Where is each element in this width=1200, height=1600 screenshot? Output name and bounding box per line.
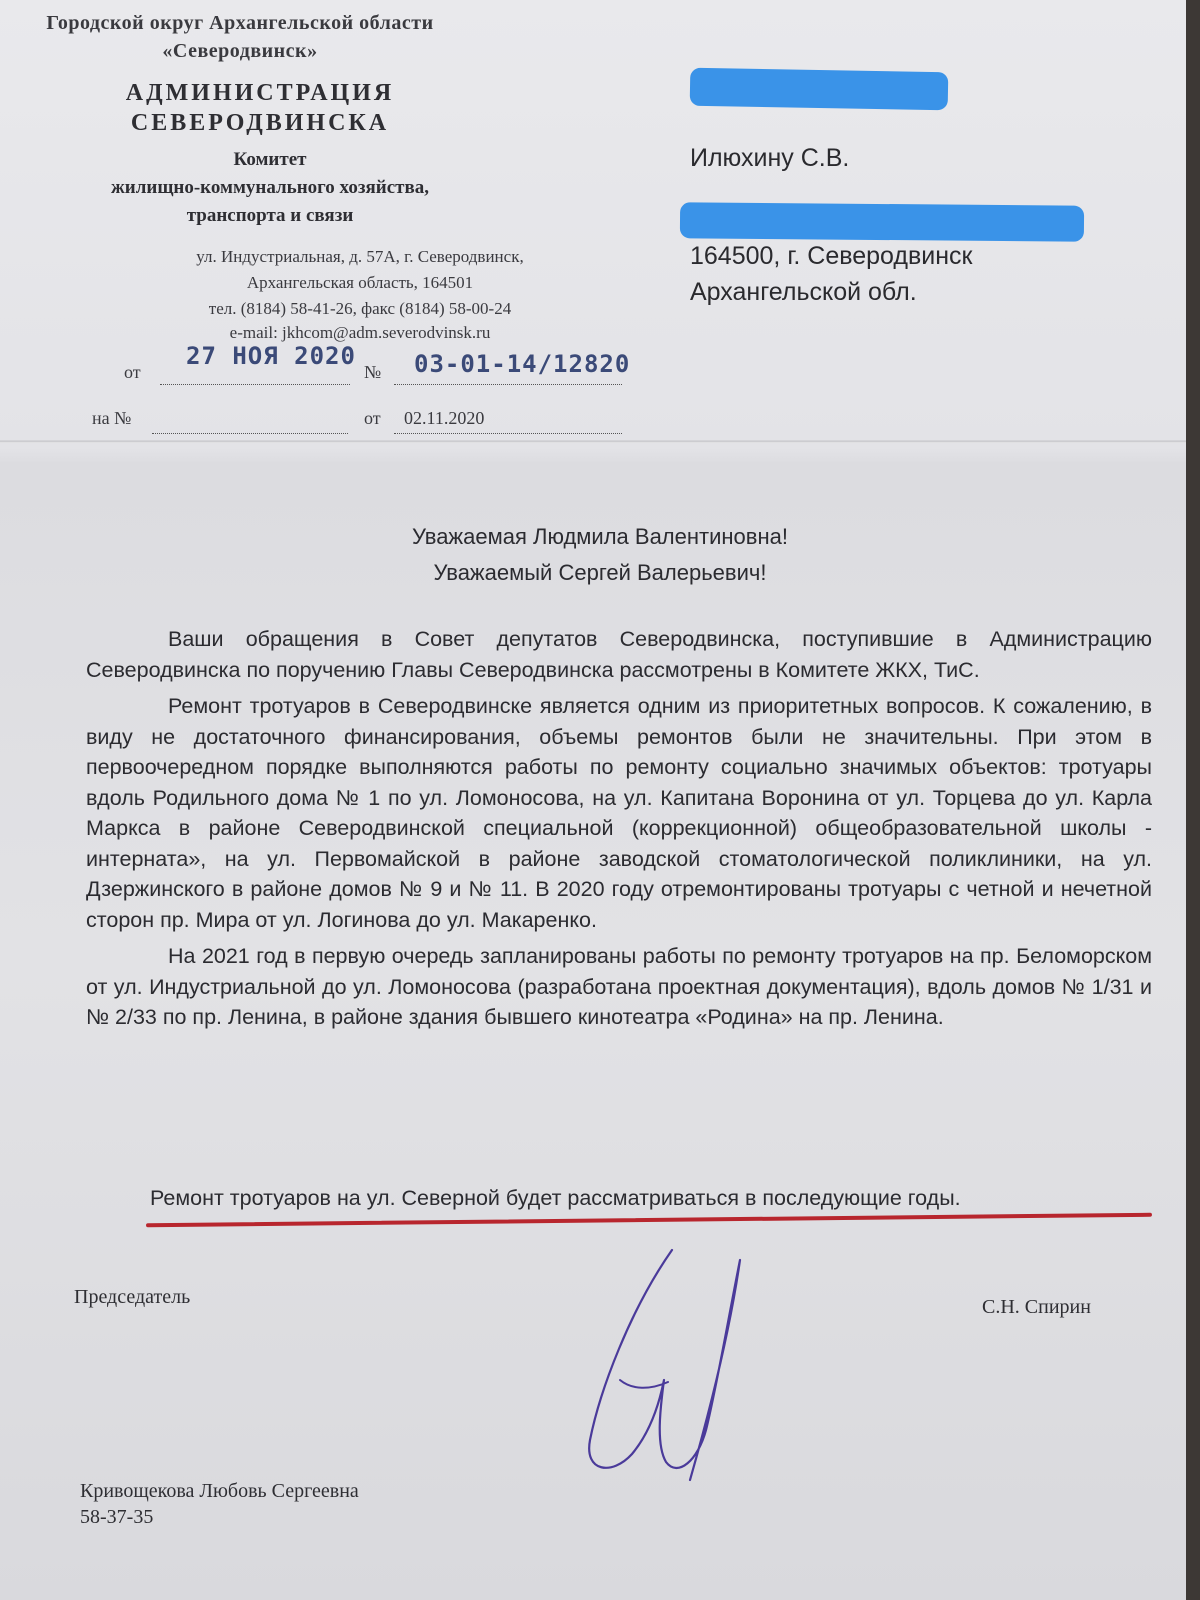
body-paragraph-1: Ваши обращения в Совет депутатов Северодвинска, поступившие в Администрацию Северодвинска по поручению Главы Северодвинска рассмотрены в Комитете ЖКХ, ТиС. (86, 627, 1152, 682)
number-label: № (364, 362, 382, 382)
handwritten-signature (560, 1240, 800, 1500)
komitet-line-1: Комитет (233, 149, 307, 170)
executor-phone: 58-37-35 (80, 1506, 154, 1528)
greeting-2: Уважаемый Сергей Валерьевич! (433, 560, 767, 585)
admin-title-line-2: СЕВЕРОДВИНСКА (130, 110, 390, 136)
reply-date-field-line (394, 432, 622, 434)
recipient-name: Илюхину С.В. (690, 144, 850, 172)
address-line-1: ул. Индустриальная, д. 57А, г. Северодвинск, (196, 247, 524, 266)
paper-fold (0, 440, 1186, 443)
redaction-mark-1 (690, 68, 949, 110)
number-field-line (394, 383, 622, 385)
body-paragraph-3: На 2021 год в первую очередь запланированы работы по ремонту тротуаров на пр. Беломорском от ул. Индустриальной до ул. Ломоносова (разработана проектная документация), вдоль домов № 1/31 и № 2/33 по пр. Ленина, в районе здания бывшего кинотеатра «Родина» на пр. Ленина. (86, 944, 1152, 1029)
reply-number-label: на № (92, 408, 132, 428)
recipient-city: 164500, г. Северодвинск (690, 242, 973, 270)
admin-title-line-1: АДМИНИСТРАЦИЯ (125, 80, 395, 106)
greeting-1: Уважаемая Людмила Валентиновна! (412, 524, 788, 549)
body-paragraph-4: Ремонт тротуаров на ул. Северной будет рассматриваться в последующие годы. (150, 1186, 961, 1210)
reply-number-field-line (152, 432, 348, 434)
email-line: e-mail: jkhcom@adm.severodvinsk.ru (229, 323, 491, 342)
letter-body (86, 624, 1152, 1039)
signatory-position: Председатель (74, 1286, 191, 1308)
body-paragraph-2: Ремонт тротуаров в Северодвинске является одним из приоритетных вопросов. К сожалению, в виду не достаточного финансирования, объемы ремонтов были не значительны. При этом в первоочередном порядке выполняются работы по ремонту социально значимых объектов: тротуары вдоль Родильного дома № 1 по ул. Ломоносова, на ул. Капитана Воронина от ул. Торцева до ул. Карла Маркса в районе Северодвинской специальной (коррекционной) общеобразовательной школы - интерната», на ул. Первомайской в районе заводской стоматологической поликлиники, на ул. Дзержинского в районе домов № 9 и № 11. В 2020 году отремонтированы тротуары с четной и нечетной сторон пр. Мира от ул. Логинова до ул. Макаренко. (86, 694, 1152, 932)
reply-date-label: от (364, 408, 381, 428)
reply-date: 02.11.2020 (404, 408, 485, 428)
red-underline-mark (146, 1213, 1152, 1228)
signatory-name: С.Н. Спирин (982, 1296, 1091, 1318)
komitet-line-3: транспорта и связи (186, 205, 354, 226)
from-label: от (124, 362, 141, 382)
executor-name: Кривощекова Любовь Сергеевна (80, 1480, 359, 1502)
date-field-line (160, 383, 350, 385)
recipient-region: Архангельской обл. (690, 278, 917, 306)
okrug-line-1: Городской округ Архангельской области (46, 12, 434, 34)
date-stamp: 27 НОЯ 2020 (186, 342, 356, 370)
komitet-line-2: жилищно-коммунального хозяйства, (111, 177, 429, 198)
redaction-mark-2 (680, 202, 1084, 242)
address-line-2: Архангельская область, 164501 (246, 273, 474, 292)
okrug-line-2: «Северодвинск» (162, 40, 318, 62)
phone-line: тел. (8184) 58-41-26, факс (8184) 58-00-24 (208, 299, 512, 318)
number-stamp: 03-01-14/12820 (414, 350, 631, 378)
